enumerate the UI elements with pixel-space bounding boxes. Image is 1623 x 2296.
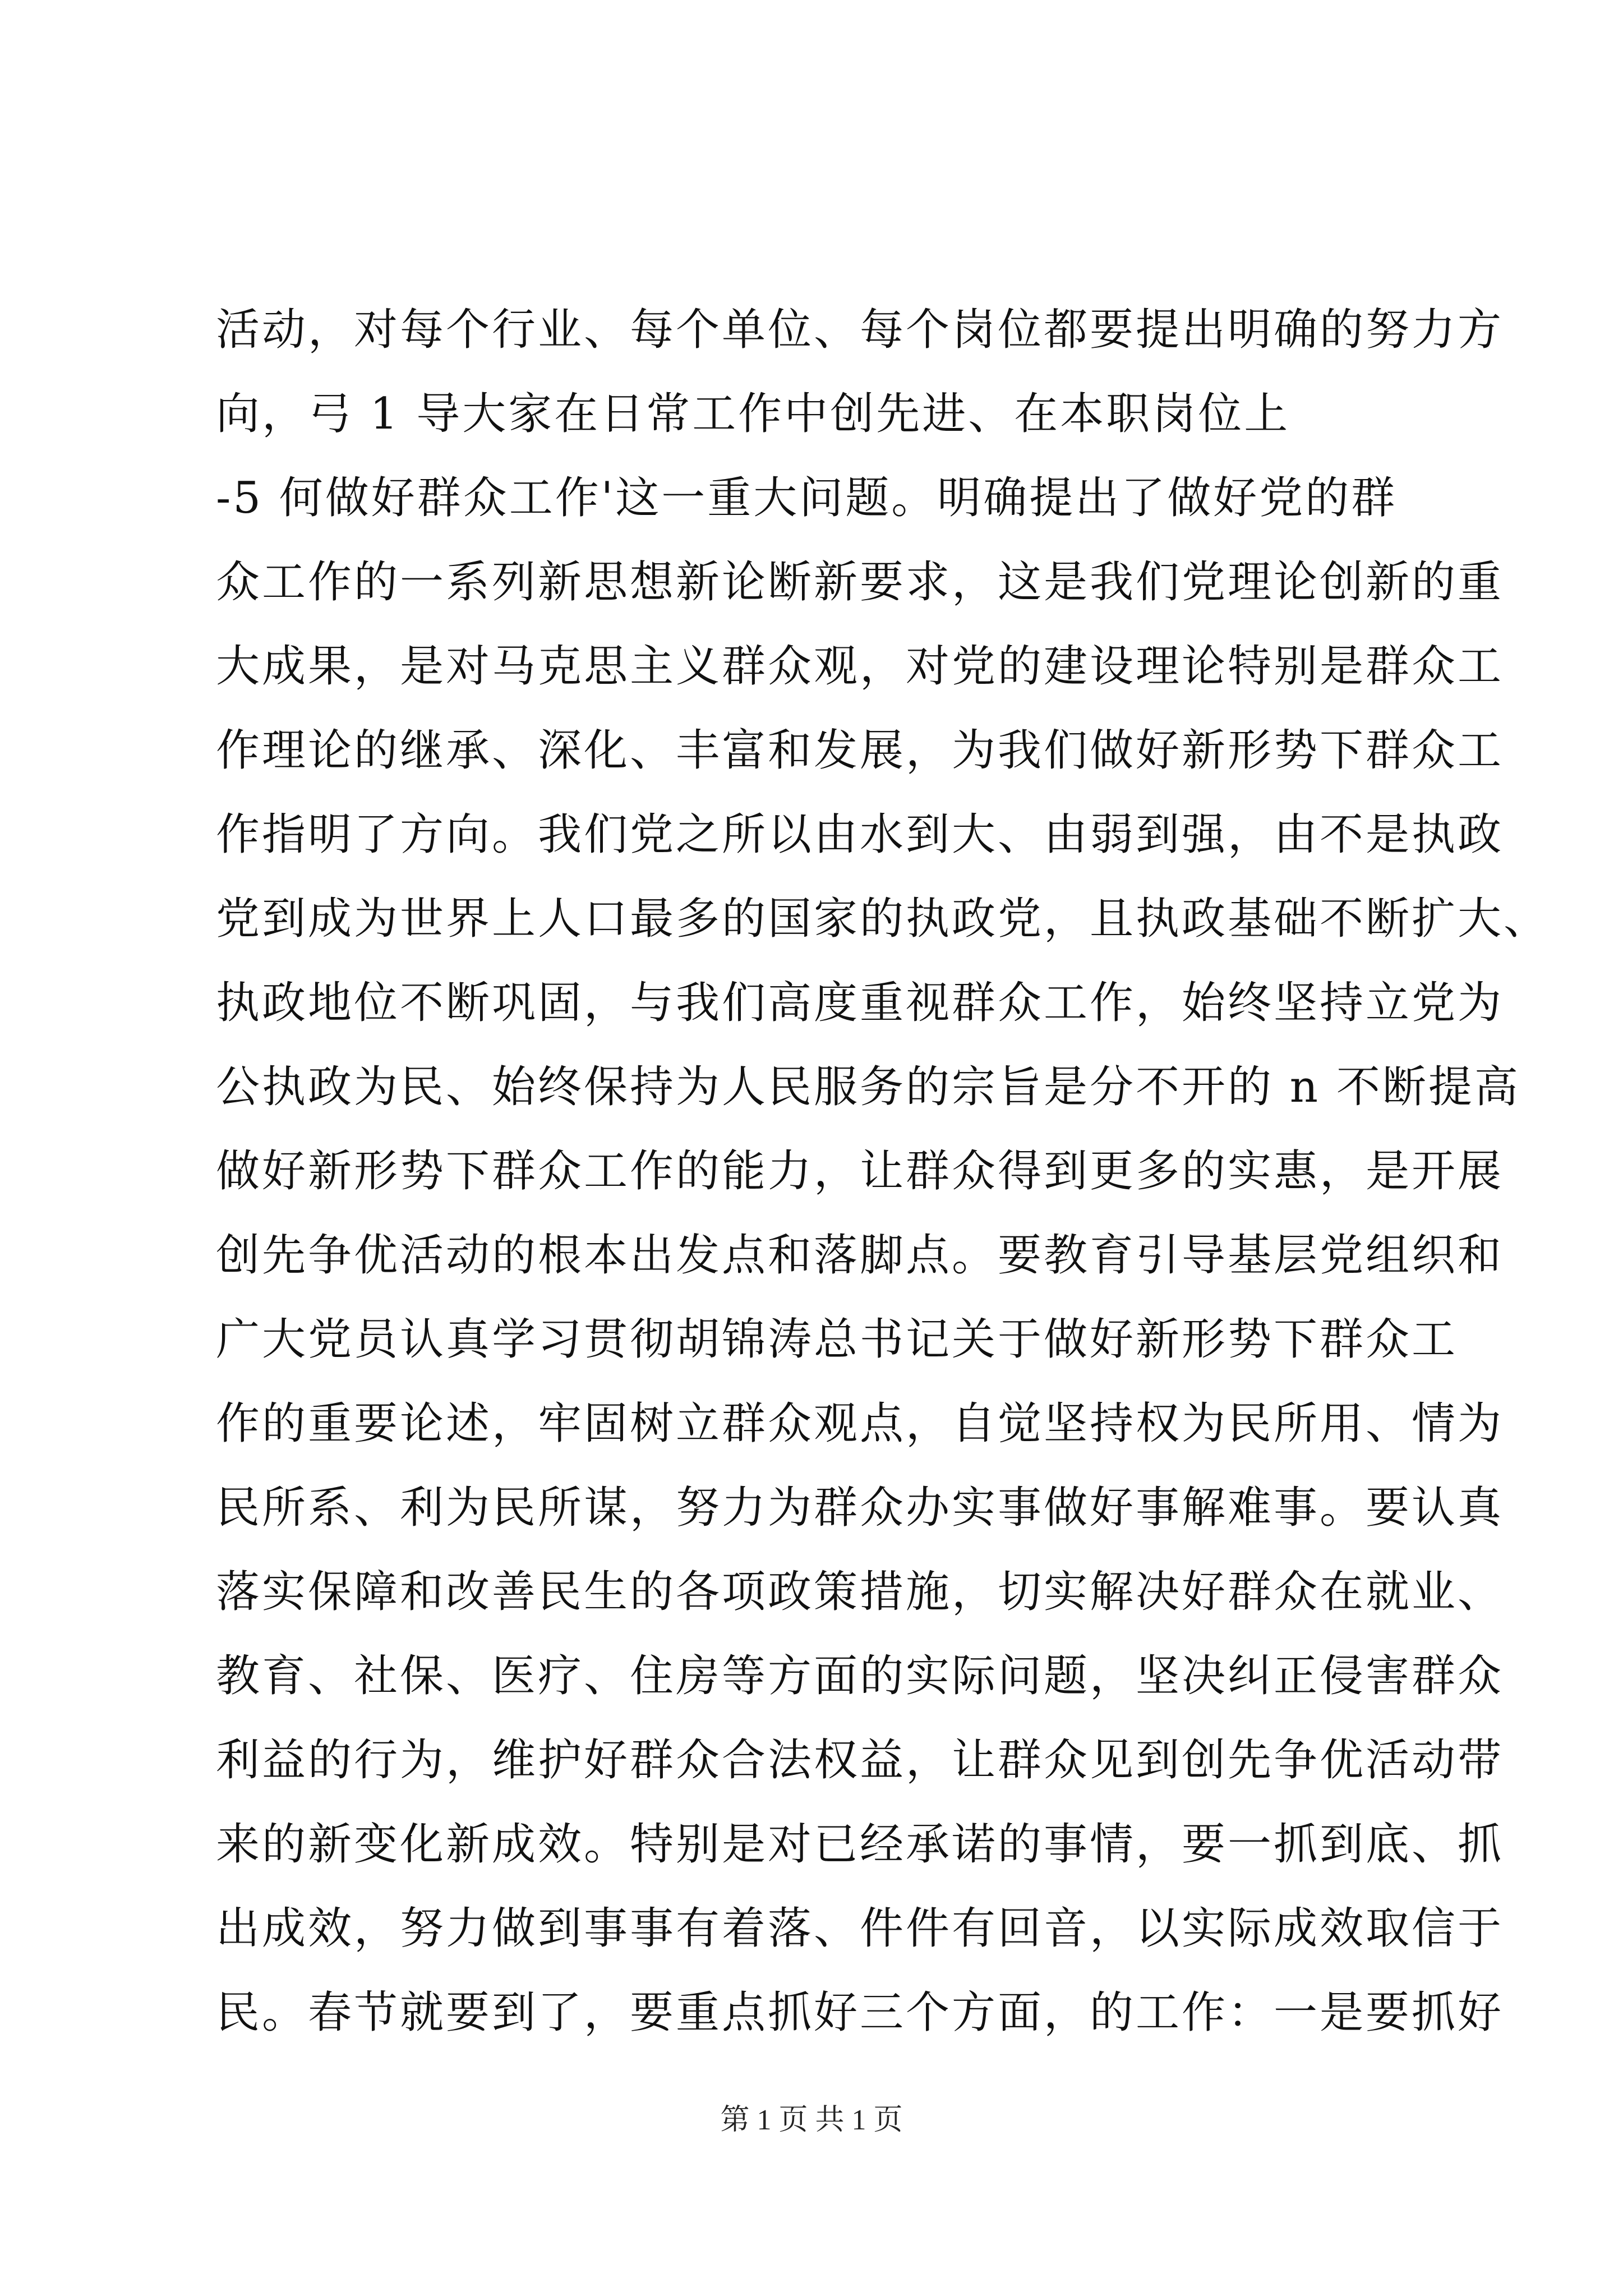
text-line: 出成效，努力做到事事有着落、件件有回音，以实际成效取信于	[216, 1903, 1504, 1954]
text-line: 教育、社保、医疗、住房等方面的实际问题，坚决纠正侵害群众	[216, 1651, 1504, 1701]
text-line: -5 何做好群众工作'这一重大问题。明确提出了做好党的群	[216, 473, 1398, 523]
text-line: 民所系、利为民所谋，努力为群众办实事做好事解难事。要认真	[216, 1483, 1504, 1533]
text-line: 来的新变化新成效。特别是对已经承诺的事情，要一抓到底、抓	[216, 1819, 1504, 1870]
text-line: 向，弓 1 导大家在日常工作中创先进、在本职岗位上	[216, 389, 1290, 439]
page-number-footer: 第 1 页 共 1 页	[720, 2104, 903, 2136]
text-line: 民。春节就要到了，要重点抓好三个方面，的工作：一是要抓好	[216, 1987, 1504, 2038]
text-line: 广大党员认真学习贯彻胡锦涛总书记关于做好新形势下群众工	[216, 1314, 1458, 1365]
text-line: 大成果，是对马克思主义群众观，对党的建设理论特别是群众工	[216, 641, 1504, 692]
text-line: 作的重要论述，牢固树立群众观点，自觉坚持权为民所用、情为	[216, 1398, 1504, 1449]
text-line: 做好新形势下群众工作的能力，让群众得到更多的实惠，是开展	[216, 1146, 1504, 1197]
text-line: 活动，对每个行业、每个单位、每个岗位都要提出明确的努力方	[216, 305, 1504, 355]
text-line: 落实保障和改善民生的各项政策措施，切实解决好群众在就业、	[216, 1567, 1504, 1617]
text-line: 利益的行为，维护好群众合法权益，让群众见到创先争优活动带	[216, 1735, 1504, 1786]
text-line: 作指明了方向。我们党之所以由水到大、由弱到强，由不是执政	[216, 809, 1504, 860]
text-line: 作理论的继承、深化、丰富和发展，为我们做好新形势下群众工	[216, 725, 1504, 776]
text-line: 创先争优活动的根本出发点和落脚点。要教育引导基层党组织和	[216, 1230, 1504, 1281]
text-line: 公执政为民、始终保持为人民服务的宗旨是分不开的 n 不断提高	[216, 1062, 1520, 1112]
text-line: 党到成为世界上人口最多的国家的执政党，且执政基础不断扩大、	[216, 894, 1550, 944]
text-line: 众工作的一系列新思想新论断新要求，这是我们党理论创新的重	[216, 557, 1504, 608]
text-line: 执政地位不断巩固，与我们高度重视群众工作，始终坚持立党为	[216, 978, 1504, 1028]
